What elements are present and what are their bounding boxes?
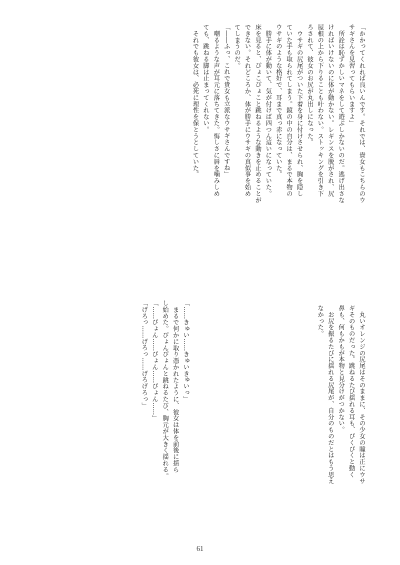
page-number: 61 (196, 545, 204, 553)
top-text-block (31, 24, 366, 269)
text-line: ギそのものだった。跳ねるたび揺れる耳も、ぴくぴくと動く (347, 305, 355, 478)
text-line: 屋根の上から下りることも叶わない。ストッキングを引き下 (316, 24, 324, 197)
text-line: てしまうのだ。 (233, 24, 241, 69)
text-line: 床を見ると、ぴょこぴょこと跳ねるような動きを止めることが (253, 24, 261, 204)
text-line: 丸いオレンジの尻尾はそのままに、その少女の瞳は正にウサ (358, 305, 365, 485)
text-line: まるで何かに取り憑かれたように、彼女は体を前後に揺ら (171, 300, 179, 473)
text-line: できない。それどころか、体が勝手にウサギの真似事を始め (243, 24, 251, 197)
left-text-block (30, 300, 190, 550)
text-line: ても、跳ねる脚は止まってくれない。 (201, 24, 209, 133)
text-line: お尻を振るたびに揺れる尻尾が、自分のものだとはもう思え (326, 305, 334, 485)
right-text-block (216, 305, 366, 550)
text-line: ろされて、彼女のお尻が丸出しになった。 (305, 24, 313, 146)
text-line: それでも彼女は、必死に理性を保とうとしていた。 (191, 24, 199, 178)
text-line: 「げろっ……げろっ……げろげろっ」 (140, 300, 148, 409)
text-line: 嘲るような声が耳元に落ちてきた。悔しさに唇を噛みしめ (212, 24, 220, 197)
text-line: ければいけないのに体が動かない。レギンスを脱がされ、尻 (326, 24, 334, 197)
text-line: なかった。 (316, 305, 324, 337)
text-line: 「かかってくれれば良いんです。それでは、貴女もこちらのウ (358, 24, 365, 204)
text-line: し始めた。ぴょんぴょんと跳ねるたび、胸元が大きく揺れる。 (161, 300, 169, 480)
text-line: ウサギの尻尾がついた下着を身に付けさせられ、胸を隠し (295, 24, 303, 197)
text-line: 「――ふっ、これで貴女も立派なウサギさんですね」 (222, 24, 230, 178)
text-line: 所詮は恥ずかしいマネをして遊ぶしかないのだ。逃げ出さな (337, 24, 345, 204)
text-line: 鼻も、何もかもが本物と見分けがつかない。 (337, 305, 345, 433)
text-line: ウサギのような格好で、耳まで真っ赤になっていた。 (274, 24, 282, 178)
text-line: 「……きゅい……きゅいきゅいっ」 (182, 300, 189, 403)
text-line: サギさんを見習ってもらいますよ」 (347, 24, 355, 127)
text-line: 勝手に体が動いて、気が付けば四つん這いになっていた。 (264, 24, 272, 197)
text-line: ていた手も取られてしまう。鏡の中の自分は、まるで本物の (285, 24, 293, 197)
text-line: 「……ぴょん……ぴょん……ぴょん……」 (150, 300, 158, 422)
